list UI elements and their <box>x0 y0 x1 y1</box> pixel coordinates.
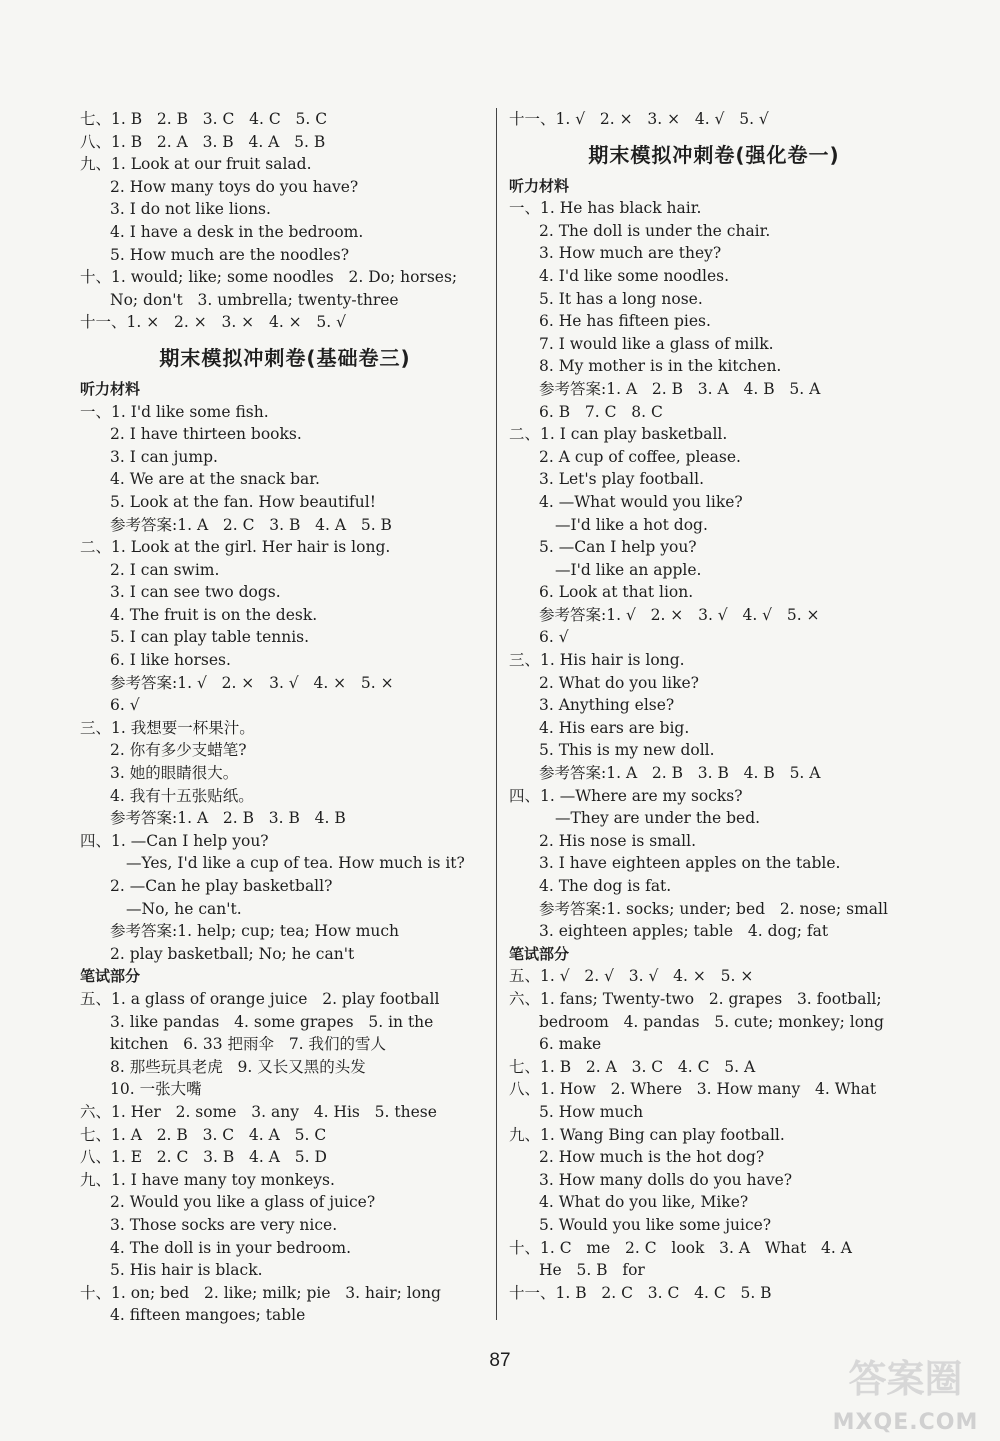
answer-line: 二、1. Look at the girl. Her hair is long. <box>80 538 391 557</box>
answer-line: 3. Let's play football. <box>539 470 704 489</box>
answer-line: kitchen 6. 33 把雨伞 7. 我们的雪人 <box>110 1035 387 1054</box>
answer-line: 2. play basketball; No; he can't <box>110 944 355 963</box>
answer-line: 四、1. —Where are my socks? <box>509 786 743 805</box>
answer-line: 3. Those socks are very nice. <box>110 1215 338 1234</box>
answer-line: 参考答案:1. A 2. B 3. B 4. B 5. A <box>539 764 821 783</box>
answer-line: 3. Anything else? <box>539 696 675 715</box>
answer-line: 一、1. I'd like some fish. <box>80 402 269 421</box>
answer-line: 6. make <box>539 1035 602 1054</box>
answer-line: 八、1. How 2. Where 3. How many 4. What <box>509 1080 877 1099</box>
answer-line: 4. The doll is in your bedroom. <box>110 1238 352 1257</box>
answer-line: 3. 她的眼睛很大。 <box>110 764 239 783</box>
answer-line: 一、1. He has black hair. <box>509 199 702 218</box>
section-heading: 笔试部分 <box>509 944 570 963</box>
answer-line: 5. —Can I help you? <box>539 538 697 557</box>
answer-line: 3. like pandas 4. some grapes 5. in the <box>110 1012 434 1031</box>
page-number: 87 <box>489 1350 511 1371</box>
answer-line: 5. I can play table tennis. <box>110 628 310 647</box>
watermark-logo: 答案圈 <box>848 1357 963 1401</box>
answer-line: —Yes, I'd like a cup of tea. How much is it? <box>126 854 465 873</box>
answer-line: —No, he can't. <box>126 899 242 918</box>
answer-line: 5. It has a long nose. <box>539 289 703 308</box>
answer-line: 七、1. B 2. B 3. C 4. C 5. C <box>80 110 328 128</box>
answer-line: 6. Look at that lion. <box>539 583 694 602</box>
answer-line: 8. 那些玩具老虎 9. 又长又黑的头发 <box>110 1057 366 1076</box>
watermark <box>823 1350 988 1435</box>
section-heading: 笔试部分 <box>80 967 141 986</box>
answer-line: 2. The doll is under the chair. <box>539 221 771 240</box>
answer-line: 九、1. Look at our fruit salad. <box>80 155 312 174</box>
answer-line: 3. I have eighteen apples on the table. <box>539 854 841 873</box>
answer-line: 参考答案:1. A 2. B 3. B 4. B <box>110 809 346 828</box>
right-column <box>509 108 919 1304</box>
answer-line: 2. I can swim. <box>110 560 220 579</box>
section-heading: 听力材料 <box>509 176 570 195</box>
answer-line: 5. How much are the noodles? <box>110 245 350 264</box>
answer-line: 6. B 7. C 8. C <box>539 402 663 421</box>
answer-line: 参考答案:1. socks; under; bed 2. nose; small <box>539 899 888 918</box>
answer-line: 八、1. B 2. A 3. B 4. A 5. B <box>80 132 326 151</box>
answer-line: 10. 一张大嘴 <box>110 1080 202 1099</box>
answer-line: 5. Would you like some juice? <box>539 1215 772 1234</box>
answer-line: 4. We are at the snack bar. <box>110 470 320 489</box>
answer-line: 四、1. —Can I help you? <box>80 831 269 850</box>
answer-line: 十一、1. × 2. × 3. × 4. × 5. √ <box>80 313 347 332</box>
answer-line: 4. —What would you like? <box>539 492 743 511</box>
answer-line: 5. His hair is black. <box>110 1261 263 1280</box>
answer-line: 六、1. Her 2. some 3. any 4. His 5. these <box>80 1102 437 1121</box>
answer-line: 十、1. would; like; some noodles 2. Do; horses; <box>80 268 458 287</box>
answer-line: 3. How much are they? <box>539 244 722 263</box>
answer-line: 十一、1. B 2. C 3. C 4. C 5. B <box>509 1283 772 1302</box>
answer-line: 2. Would you like a glass of juice? <box>110 1193 376 1212</box>
answer-line: 4. The fruit is on the desk. <box>110 605 318 624</box>
answer-line: 8. My mother is in the kitchen. <box>539 357 782 376</box>
answer-line: —I'd like an apple. <box>555 560 702 579</box>
answer-line: 2. 你有多少支蜡笔? <box>110 741 247 760</box>
answer-line: 4. His ears are big. <box>539 718 690 737</box>
answer-line: 5. This is my new doll. <box>539 741 715 760</box>
answer-line: 二、1. I can play basketball. <box>509 425 728 444</box>
answer-line: 3. I can jump. <box>110 447 218 466</box>
answer-line: 十、1. on; bed 2. like; milk; pie 3. hair; long <box>80 1283 441 1302</box>
section-heading: 听力材料 <box>80 379 141 398</box>
answer-line: 6. I like horses. <box>110 651 231 670</box>
answer-line: 4. fifteen mangoes; table <box>110 1306 306 1325</box>
answer-line: 九、1. Wang Bing can play football. <box>509 1125 785 1144</box>
answer-line: 4. I have a desk in the bedroom. <box>110 222 364 241</box>
answer-line: 6. He has fifteen pies. <box>539 312 711 331</box>
answer-line: 参考答案:1. A 2. C 3. B 4. A 5. B <box>110 515 392 534</box>
answer-line: 3. eighteen apples; table 4. dog; fat <box>539 922 829 941</box>
answer-line: bedroom 4. pandas 5. cute; monkey; long <box>539 1012 884 1031</box>
answer-line: 参考答案:1. A 2. B 3. A 4. B 5. A <box>539 379 821 398</box>
answer-line: 三、1. His hair is long. <box>509 651 685 670</box>
answer-line: 2. How many toys do you have? <box>110 177 359 196</box>
answer-line: 五、1. √ 2. √ 3. √ 4. × 5. × <box>509 967 754 986</box>
answer-line: 4. 我有十五张贴纸。 <box>110 786 254 805</box>
answer-line: 4. I'd like some noodles. <box>539 266 730 285</box>
answer-line: 4. What do you like, Mike? <box>539 1193 749 1212</box>
answer-line: 2. His nose is small. <box>539 831 697 850</box>
answer-line: 十一、1. √ 2. × 3. × 4. √ 5. √ <box>509 110 769 128</box>
answer-line: 5. How much <box>539 1102 644 1121</box>
left-column <box>80 108 490 1327</box>
answer-line: 七、1. A 2. B 3. C 4. A 5. C <box>80 1125 327 1144</box>
answer-line: 3. I can see two dogs. <box>110 583 281 602</box>
answer-line: 4. The dog is fat. <box>539 877 672 895</box>
answer-line: 2. I have thirteen books. <box>110 425 302 444</box>
answer-line: No; don't 3. umbrella; twenty-three <box>110 290 399 309</box>
answer-line: 5. Look at the fan. How beautiful! <box>110 492 376 511</box>
answer-line: 2. —Can he play basketball? <box>110 877 333 895</box>
answer-line: 参考答案:1. help; cup; tea; How much <box>110 922 400 941</box>
answer-line: He 5. B for <box>539 1261 645 1280</box>
answer-line: 五、1. a glass of orange juice 2. play football <box>80 989 440 1008</box>
column-divider <box>496 108 497 1320</box>
watermark-url: MXQE.COM <box>832 1410 979 1435</box>
section-title: 期末模拟冲刺卷(强化卷一) <box>588 142 840 167</box>
answer-line: 十、1. C me 2. C look 3. A What 4. A <box>509 1238 852 1257</box>
section-title: 期末模拟冲刺卷(基础卷三) <box>159 345 411 370</box>
answer-line: 6. √ <box>539 628 569 647</box>
answer-line: —They are under the bed. <box>555 809 761 828</box>
answer-line: 八、1. E 2. C 3. B 4. A 5. D <box>80 1148 327 1167</box>
answer-line: —I'd like a hot dog. <box>555 515 708 534</box>
answer-line: 参考答案:1. √ 2. × 3. √ 4. √ 5. × <box>539 605 820 624</box>
answer-line: 三、1. 我想要一杯果汁。 <box>80 718 255 737</box>
answer-line: 7. I would like a glass of milk. <box>539 334 774 353</box>
answer-line: 2. A cup of coffee, please. <box>539 447 741 466</box>
answer-line: 参考答案:1. √ 2. × 3. √ 4. × 5. × <box>110 673 394 692</box>
answer-line: 七、1. B 2. A 3. C 4. C 5. A <box>509 1057 756 1076</box>
answer-line: 3. I do not like lions. <box>110 200 271 219</box>
answer-line: 2. How much is the hot dog? <box>539 1148 765 1167</box>
answer-line: 六、1. fans; Twenty-two 2. grapes 3. football; <box>509 989 882 1008</box>
answer-line: 3. How many dolls do you have? <box>539 1170 793 1189</box>
answer-line: 九、1. I have many toy monkeys. <box>80 1170 335 1189</box>
answer-line: 2. What do you like? <box>539 673 699 692</box>
answer-line: 6. √ <box>110 696 140 715</box>
